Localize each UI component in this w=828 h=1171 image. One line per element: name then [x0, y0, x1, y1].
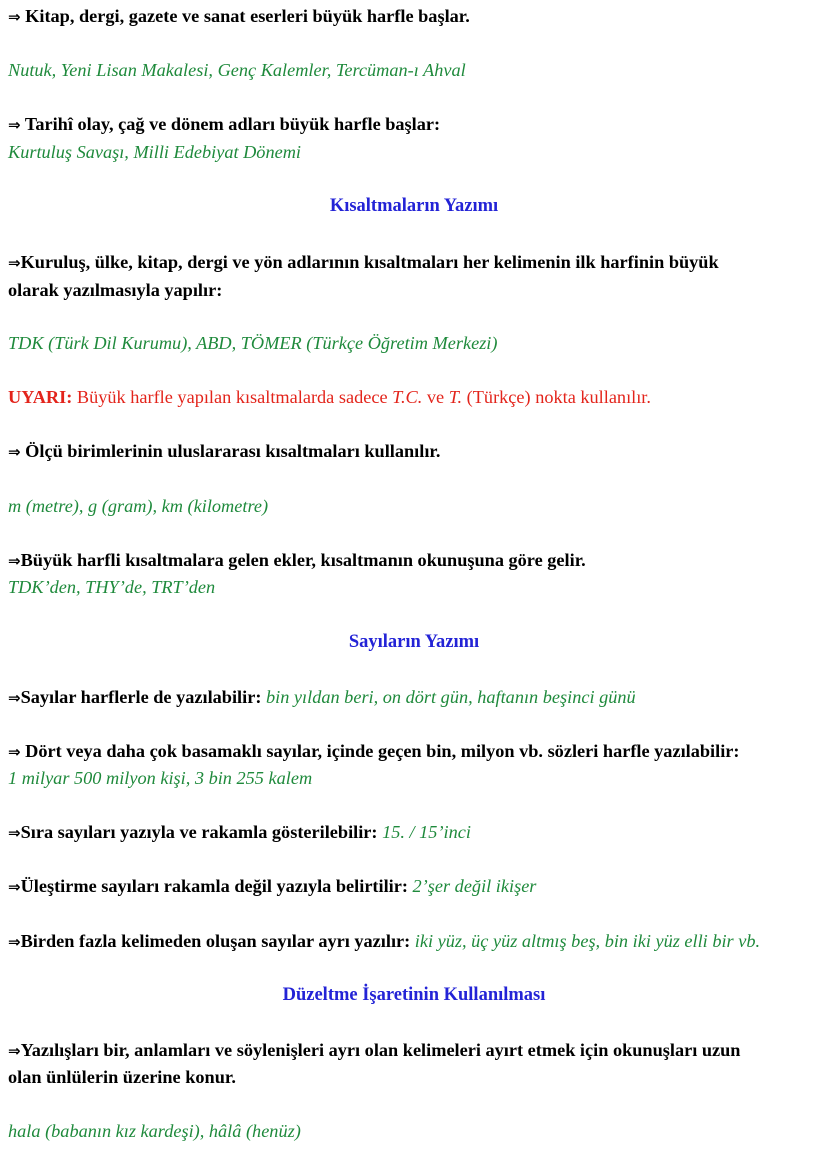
rule-abbreviation-formation: ⇒Kuruluş, ülke, kitap, dergi ve yön adlarının kısaltmaları her kelimenin ilk harfinin büyük: [8, 252, 719, 272]
rule-units: ⇒ Ölçü birimlerinin uluslararası kısaltmaları kullanılır.: [8, 441, 441, 461]
arrow-icon: ⇒: [8, 116, 21, 134]
example-historical-events: Kurtuluş Savaşı, Milli Edebiyat Dönemi: [8, 142, 301, 162]
example-circumflex: hala (babanın kız kardeşi), hâlâ (henüz): [8, 1121, 301, 1141]
arrow-icon: ⇒: [8, 689, 21, 707]
rule-large-numbers: ⇒ Dört veya daha çok basamaklı sayılar, içinde geçen bin, milyon vb. sözleri harfle yazılabilir:: [8, 741, 740, 761]
example-works: Nutuk, Yeni Lisan Makalesi, Genç Kalemler, Tercüman-ı Ahval: [8, 60, 466, 80]
rule-suffixes: ⇒Büyük harfli kısaltmalara gelen ekler, kısaltmanın okunuşuna göre gelir.: [8, 550, 586, 570]
rule-historical-events: ⇒ Tarihî olay, çağ ve dönem adları büyük harfle başlar:: [8, 114, 441, 134]
warning-note: UYARI: Büyük harfle yapılan kısaltmalarda sadece T.C. ve T. (Türkçe) nokta kullanılır.: [8, 387, 651, 407]
example-abbreviations: TDK (Türk Dil Kurumu), ABD, TÖMER (Türkçe Öğretim Merkezi): [8, 333, 498, 353]
example-units: m (metre), g (gram), km (kilometre): [8, 496, 269, 516]
rule-capital-works: ⇒ Kitap, dergi, gazete ve sanat eserleri büyük harfle başlar.: [8, 6, 470, 26]
rule-circumflex-cont: olan ünlülerin üzerine konur.: [8, 1067, 236, 1087]
rule-abbreviation-formation-cont: olarak yazılmasıyla yapılır:: [8, 280, 223, 300]
example-large-numbers: 1 milyar 500 milyon kişi, 3 bin 255 kalem: [8, 768, 313, 788]
arrow-icon: ⇒: [8, 933, 21, 951]
arrow-icon: ⇒: [8, 443, 21, 461]
arrow-icon: ⇒: [8, 254, 21, 272]
section-heading-numbers: Sayıların Yazımı: [348, 632, 480, 652]
section-heading-circumflex: Düzeltme İşaretinin Kullanılması: [282, 985, 546, 1005]
arrow-icon: ⇒: [8, 8, 21, 26]
warning-label: UYARI:: [8, 387, 73, 407]
example-suffixes: TDK’den, THY’de, TRT’den: [8, 577, 216, 597]
arrow-icon: ⇒: [8, 743, 21, 761]
arrow-icon: ⇒: [8, 1042, 21, 1060]
rule-distributive-numbers: ⇒Üleştirme sayıları rakamla değil yazıyla belirtilir: 2’şer değil ikişer: [8, 876, 537, 896]
rule-circumflex: ⇒Yazılışları bir, anlamları ve söylenişleri ayrı olan kelimeleri ayırt etmek için okunuşları uzun: [8, 1040, 741, 1060]
rule-ordinal-numbers: ⇒Sıra sayıları yazıyla ve rakamla gösterilebilir: 15. / 15’inci: [8, 822, 471, 842]
section-heading-abbreviations: Kısaltmaların Yazımı: [329, 196, 499, 216]
arrow-icon: ⇒: [8, 878, 21, 896]
rule-numbers-letters: ⇒Sayılar harflerle de yazılabilir: bin yıldan beri, on dört gün, haftanın beşinci günü: [8, 687, 636, 707]
arrow-icon: ⇒: [8, 552, 21, 570]
arrow-icon: ⇒: [8, 824, 21, 842]
rule-compound-numbers: ⇒Birden fazla kelimeden oluşan sayılar ayrı yazılır: iki yüz, üç yüz altmış beş, bin iki yüz elli bir vb.: [8, 931, 761, 951]
